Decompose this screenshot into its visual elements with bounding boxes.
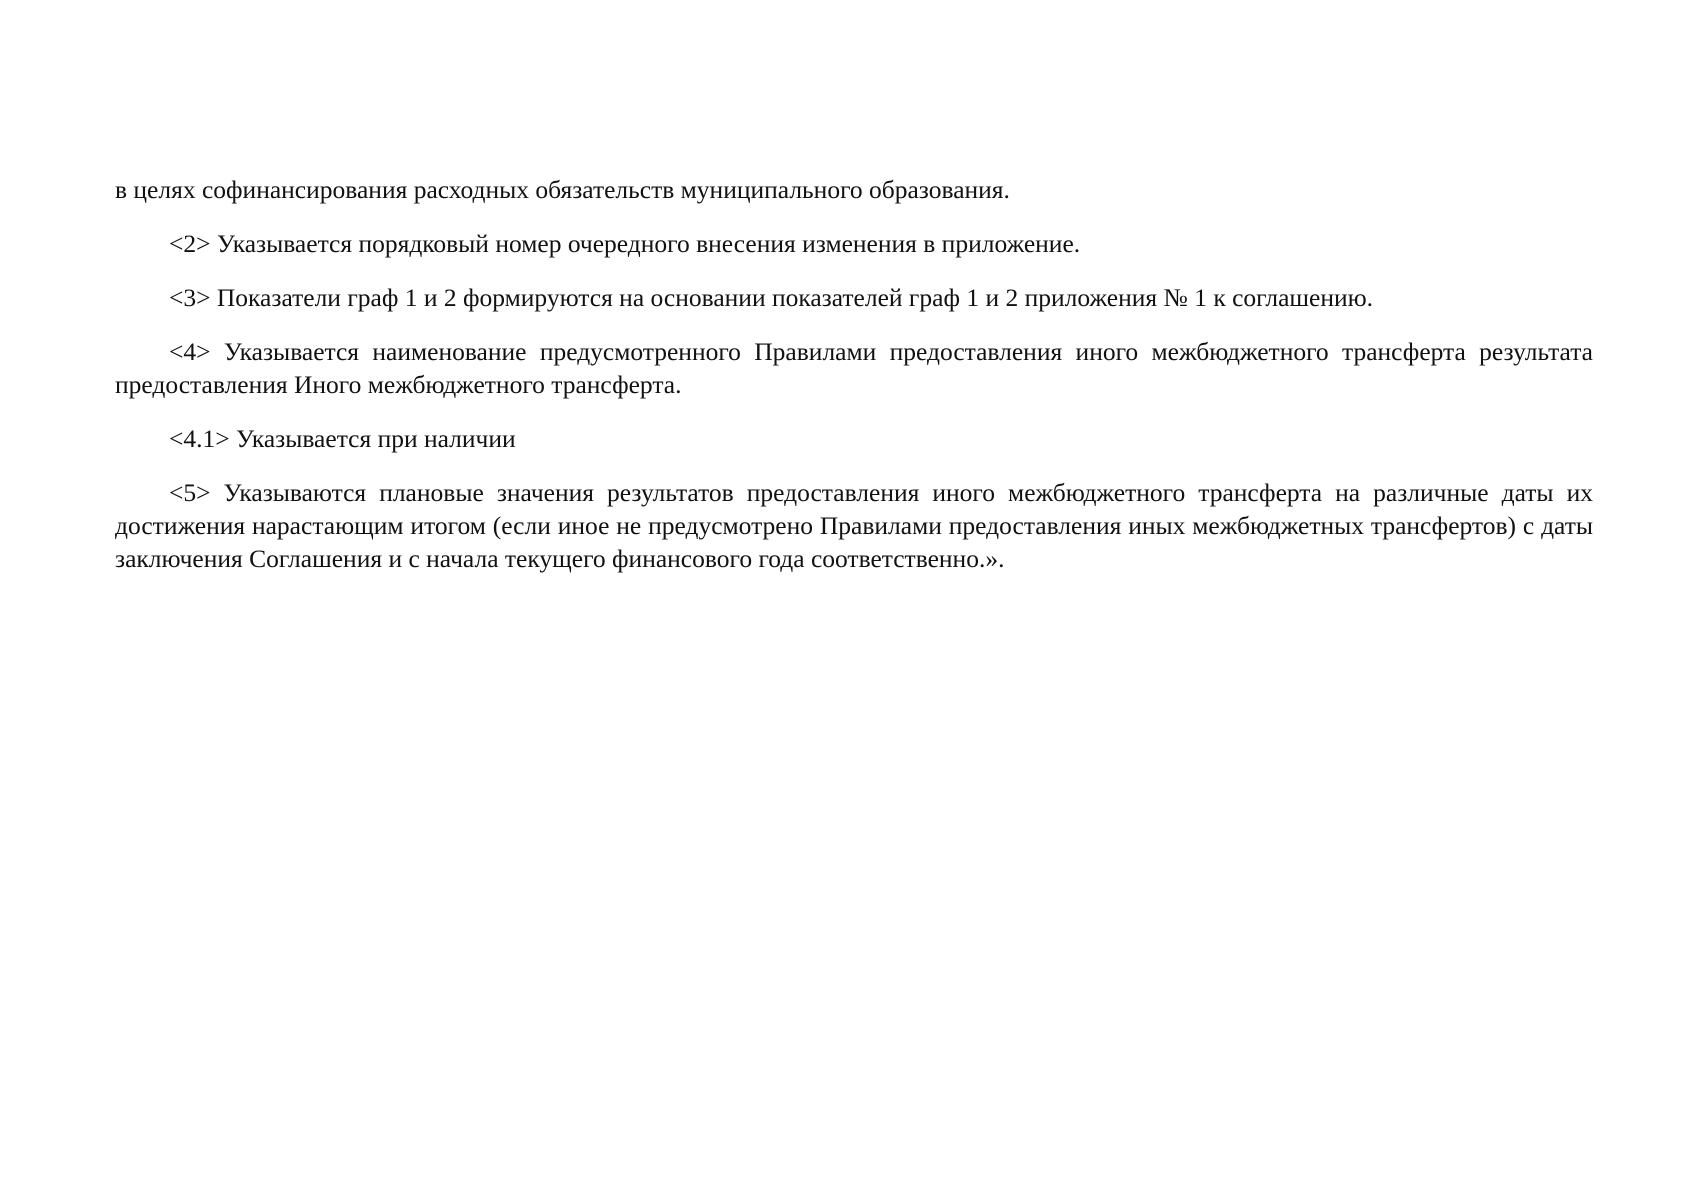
footnote-5: <5> Указываются плановые значения результатов предоставления иного межбюджетного трансферта на различные даты их достижения нарастающим итогом (если иное не предусмотрено Правилами предоставления иных межбюджетных трансфертов) с даты заключения Соглашения и с начала текущего финансового года соответственно.». [115,478,1593,573]
footnote-3: <3> Показатели граф 1 и 2 формируются на основании показателей граф 1 и 2 приложения № 1 к соглашению. [169,283,1374,312]
document-body [115,173,1593,596]
footnote-4-1: <4.1> Указывается при наличии [169,424,516,453]
footnote-4: <4> Указывается наименование предусмотренного Правилами предоставления иного межбюджетного трансферта результата предоставления Иного межбюджетного трансферта. [115,337,1593,399]
paragraph-continuation: в целях софинансирования расходных обязательств муниципального образования. [115,175,1010,204]
footnote-2: <2> Указывается порядковый номер очередного внесения изменения в приложение. [169,229,1081,258]
